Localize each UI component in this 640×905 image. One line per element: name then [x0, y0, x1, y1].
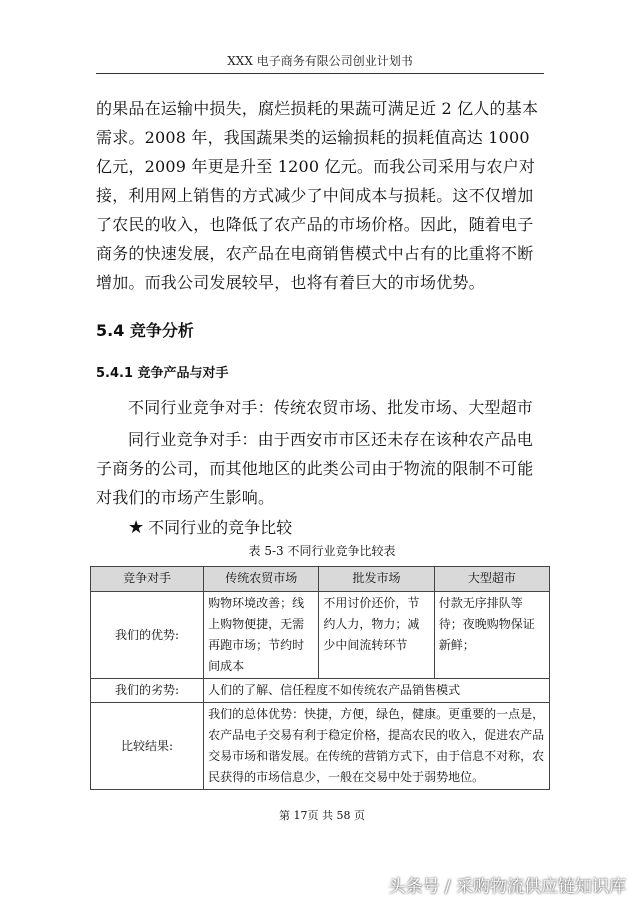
body-paragraph-1: 的果品在运输中损失，腐烂损耗的果蔬可满足近 2 亿人的基本需求。2008 年，我国蔬果类的运输损耗的损耗值高达 1000 亿元，2009 年更是升至 1200 亿元。而我公司采用与农户对接，利用网上销售的方式减少了中间成本与损耗。这不仅增加了农民的收入，也降低了农产品的市场价格。因此，随着电子商务的快速发展，农产品在电商销售模式中占有的比重将不断增加。而我公司发展较早，也将有着巨大的市场优势。	[96, 99, 539, 292]
subsection-heading: 5.4.1 竞争产品与对手	[96, 366, 229, 381]
body-paragraph-2: 不同行业竞争对手：传统农贸市场、批发市场、大型超市	[128, 398, 534, 417]
table-header-row	[91, 567, 550, 592]
comparison-table	[90, 566, 550, 790]
table-row	[91, 592, 550, 679]
table-row	[91, 703, 550, 790]
star-bullet-line	[128, 515, 292, 538]
page-footer: 第 17页 共 58 页	[279, 809, 365, 822]
table-cell: 我们的总体优势：快捷，方便，绿色，健康。更重要的一点是，农产品电子交易有利于稳定价格，提高农民的收入，促进农产品交易市场和谐发展。在传统的营销方式下，由于信息不对称，农民获得的市场信息少，一般在交易中处于弱势地位。	[204, 703, 550, 790]
row-label: 比较结果:	[91, 703, 204, 790]
header-rule	[96, 73, 544, 74]
row-label: 我们的优势:	[91, 592, 204, 679]
body-paragraph-3: 同行业竞争对手：由于西安市市区还未存在该种农产品电子商务的公司，而其他地区的此类公司由于物流的限制不可能对我们的市场产生影响。	[96, 430, 534, 507]
table-header-cell: 传统农贸市场	[204, 567, 319, 592]
table-caption: 表 5-3 不同行业竞争比较表	[248, 544, 396, 558]
table-cell: 不用讨价还价，节约人力，物力；减少中间流转环节	[319, 592, 434, 679]
table-cell: 购物环境改善；线上购物便捷，无需再跑市场；节约时间成本	[204, 592, 319, 679]
page-header: XXX 电子商务有限公司创业计划书	[227, 54, 413, 68]
table-header-cell: 批发市场	[319, 567, 434, 592]
section-heading: 5.4 竞争分析	[96, 321, 194, 340]
table-header-cell: 大型超市	[434, 567, 549, 592]
table-cell: 人们的了解、信任程度不如传统农产品销售模式	[204, 679, 550, 703]
table-cell: 付款无序排队等待；夜晚购物保证新鲜；	[434, 592, 549, 679]
row-label: 我们的劣势:	[91, 679, 204, 703]
table-header-cell: 竞争对手	[91, 567, 204, 592]
star-bullet-text: 不同行业的竞争比较	[148, 518, 293, 537]
watermark: 头条号 / 采购物流供应链知识库	[388, 877, 626, 897]
star-icon: ★	[128, 517, 145, 538]
table-row	[91, 679, 550, 703]
